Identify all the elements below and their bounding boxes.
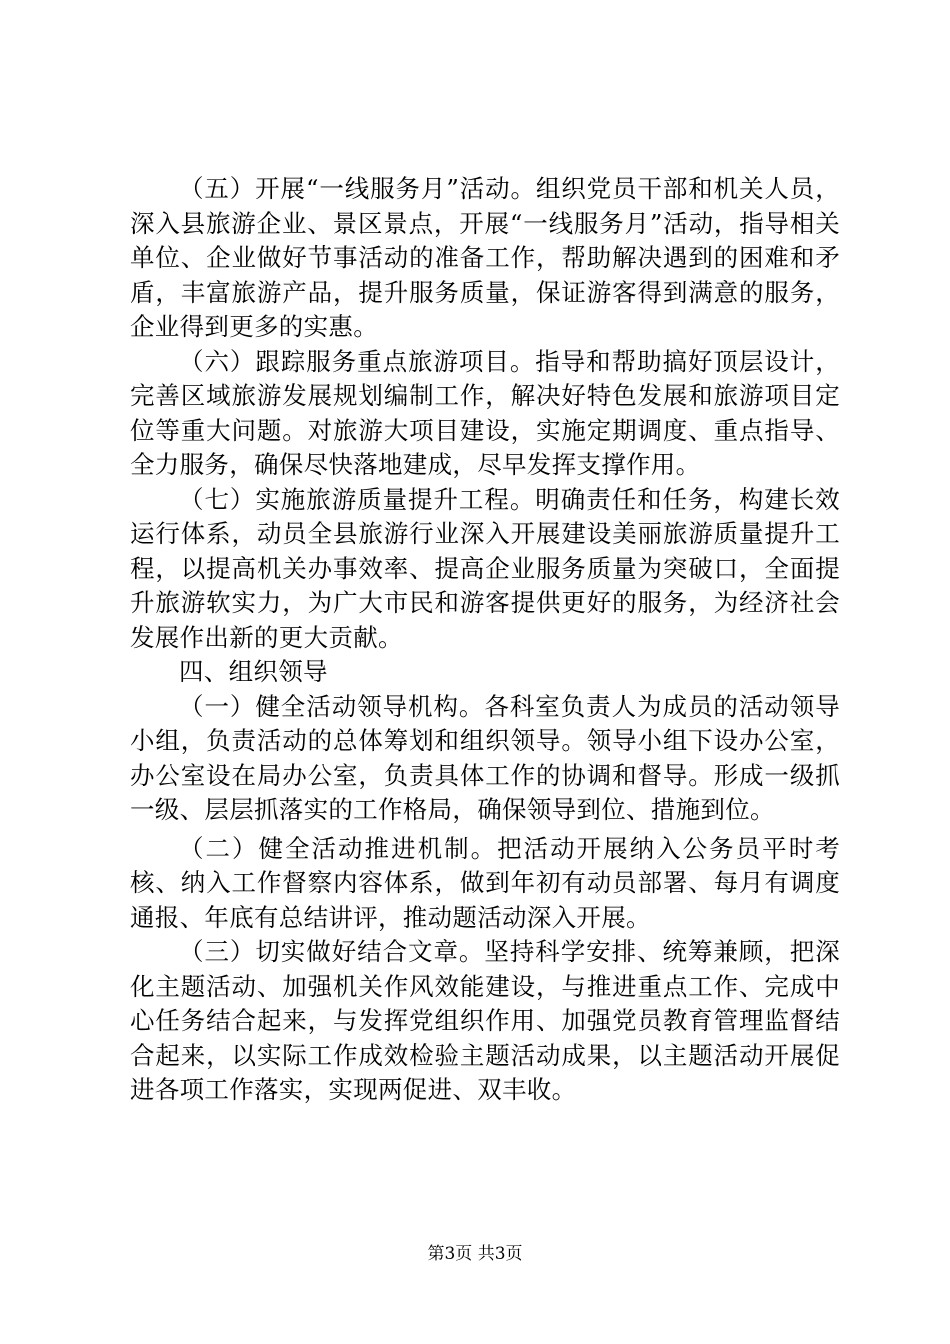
paragraph-3-integration: （三）切实做好结合文章。坚持科学安排、统筹兼顾，把深化主题活动、加强机关作风效能建设，与推进重点工作、完成中心任务结合起来，与发挥党组织作用、加强党员教育管理监督结合起来，以实际工作成效检验主题活动成果，以主题活动开展促进各项工作落实，实现两促进、双丰收。 <box>130 937 840 1104</box>
page-footer: 第3页 共3页 <box>427 1244 523 1264</box>
paragraph-5-frontline-service-month: （五）开展“一线服务月”活动。组织党员干部和机关人员，深入县旅游企业、景区景点，开展“一线服务月”活动，指导相关单位、企业做好节事活动的准备工作，帮助解决遇到的困难和矛盾，丰富旅游产品，提升服务质量，保证游客得到满意的服务，企业得到更多的实惠。 <box>130 174 840 341</box>
paragraph-2-promotion-mechanism: （二）健全活动推进机制。把活动开展纳入公务员平时考核、纳入工作督察内容体系，做到年初有动员部署、每月有调度通报、年底有总结讲评，推动题活动深入开展。 <box>130 833 840 932</box>
paragraph-1-leadership-body: （一）健全活动领导机构。各科室负责人为成员的活动领导小组，负责活动的总体筹划和组织领导。领导小组下设办公室，办公室设在局办公室，负责具体工作的协调和督导。形成一级抓一级、层层抓落实的工作格局，确保领导到位、措施到位。 <box>130 691 840 824</box>
paragraph-7-quality-improvement: （七）实施旅游质量提升工程。明确责任和任务，构建长效运行体系，动员全县旅游行业深入开展建设美丽旅游质量提升工程，以提高机关办事效率、提高企业服务质量为突破口，全面提升旅游软实力，为广大市民和游客提供更好的服务，为经济社会发展作出新的更大贡献。 <box>130 484 840 652</box>
section-heading-organization: 四、组织领导 <box>179 657 328 686</box>
paragraph-6-key-tourism-projects: （六）跟踪服务重点旅游项目。指导和帮助搞好顶层设计，完善区域旅游发展规划编制工作，解决好特色发展和旅游项目定位等重大问题。对旅游大项目建设，实施定期调度、重点指导、全力服务，确保尽快落地建成，尽早发挥支撑作用。 <box>130 346 840 479</box>
document-body <box>130 172 840 1108</box>
